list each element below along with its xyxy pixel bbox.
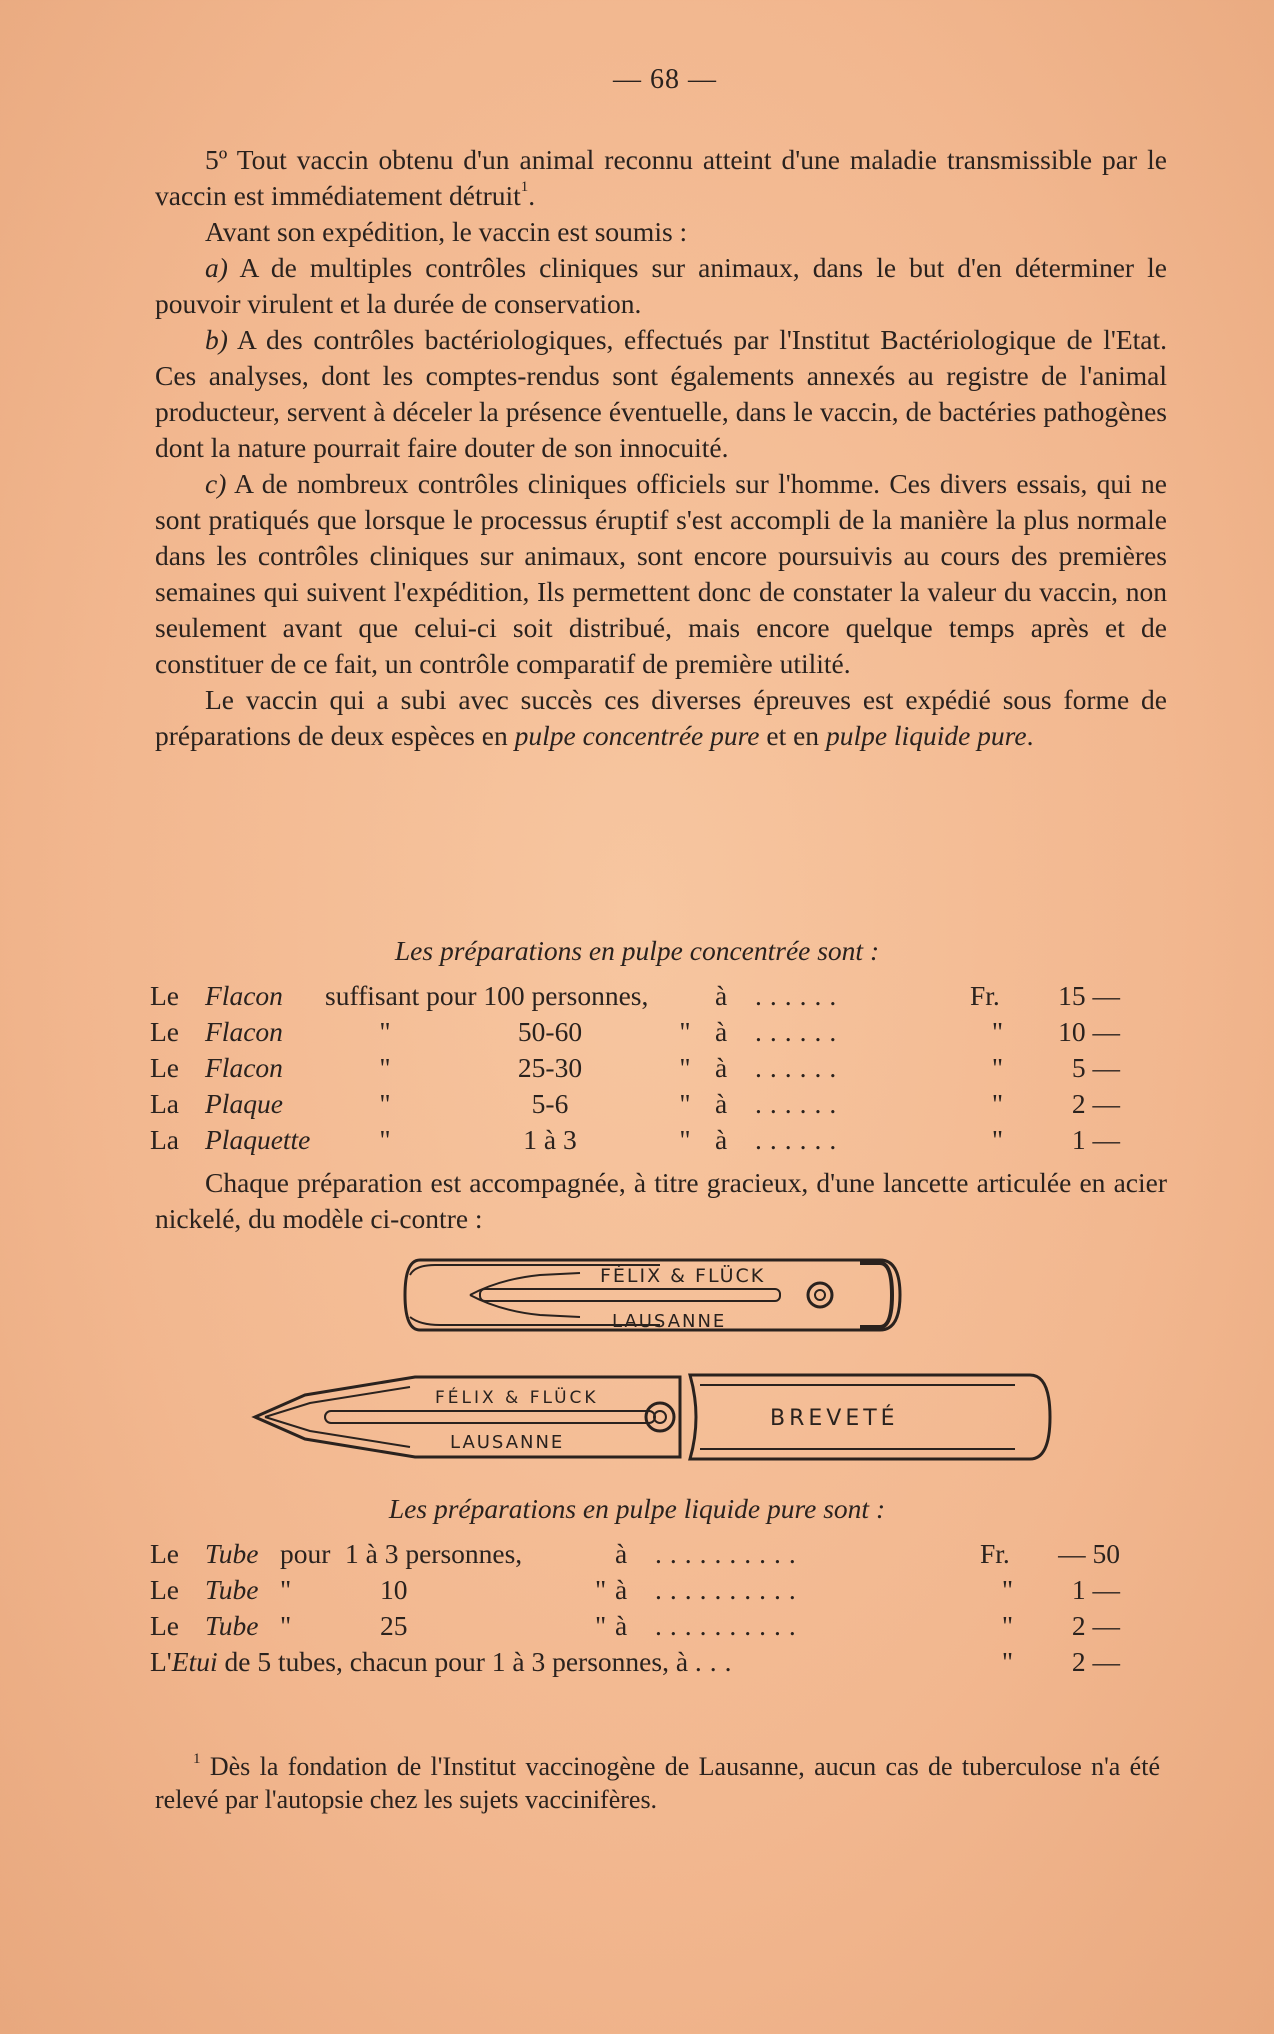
table-row: Le Flacon suffisant pour 100 personnes, à ...... Fr. 15 —: [150, 980, 1120, 1011]
table-row: La Plaquette " 1 à 3 " à ...... " 1 —: [150, 1124, 1120, 1155]
footnote-ref: 1: [520, 179, 529, 195]
lancet-top-maker: FÉLIX & FLÜCK: [600, 1265, 766, 1287]
lancet-illustration: [240, 1245, 1060, 1470]
table-row: Le Tube " 25 " à .......... " 2 —: [150, 1610, 1120, 1641]
footnote: $^1$ Dès la fondation de l'Institut vaccinogène de Lausanne, aucun cas de tuberculose n'a été relevé par l'autopsie chez les sujets vaccinifères.: [155, 1751, 1160, 1814]
table-row: Le Tube " 10 " à .......... " 1 —: [150, 1574, 1120, 1605]
lancet-bottom-city: LAUSANNE: [450, 1432, 565, 1453]
liquid-title: Les préparations en pulpe liquide pure sont :: [388, 1493, 886, 1524]
concentrated-title: Les préparations en pulpe concentrée sont :: [394, 935, 880, 966]
lancet-bottom-maker: FÉLIX & FLÜCK: [435, 1388, 599, 1408]
concentrated-price-table: [150, 978, 1120, 1158]
liquid-price-table: [150, 1536, 1120, 1680]
lancet-top-city: LAUSANNE: [612, 1311, 727, 1332]
table-row: Le Flacon " 25-30 " à ...... " 5 —: [150, 1052, 1120, 1083]
table-row: La Plaque " 5-6 " à ...... " 2 —: [150, 1088, 1120, 1119]
paragraph-preparations: Le vaccin qui a subi avec succès ces diverses épreuves est expédié sous forme de préparations de deux espèces en pulpe concentrée pure et en pulpe liquide pure.: [155, 684, 1167, 751]
table-row: L'Etui de 5 tubes, chacun pour 1 à 3 personnes, à ... " 2 —: [150, 1646, 1120, 1677]
paragraph-before-shipping: Avant son expédition, le vaccin est soumis :: [205, 216, 688, 247]
footnote-mark: 1: [193, 1751, 201, 1767]
lancet-patent: BREVETÉ: [770, 1406, 899, 1431]
paragraph-rule-5: 5º Tout vaccin obtenu d'un animal reconnu atteint d'une maladie transmissible par le vaccin est immédiatement détruit$^1$.: [155, 144, 1167, 211]
body-text: [155, 142, 1167, 754]
paragraph-lancet: Chaque préparation est accompagnée, à titre gracieux, d'une lancette articulée en acier nickelé, du modèle ci-contre :: [155, 1167, 1167, 1234]
paragraph-b: b) A des contrôles bactériologiques, effectués par l'Institut Bactériologique de l'Etat. Ces analyses, dont les comptes-rendus sont égalements annexés au registre de l'animal producteur, servent à déceler la présence éventuelle, dans le vaccin, de bactéries pathogènes dont la nature pourrait faire douter de son innocuité.: [155, 324, 1167, 463]
table-row: Le Tube pour 1 à 3 personnes, à .......... Fr. — 50: [150, 1538, 1120, 1569]
open-lancet: [255, 1375, 1050, 1459]
paragraph-a: a) A de multiples contrôles cliniques sur animaux, dans le but d'en déterminer le pouvoir virulent et la durée de conservation.: [155, 252, 1167, 319]
paragraph-c: c) A de nombreux contrôles cliniques officiels sur l'homme. Ces divers essais, qui ne sont pratiqués que lorsque le processus éruptif s'est accompli de la manière la plus normale dans les contrôles cliniques sur animaux, sont encore poursuivis au cours des premières semaines qui suivent l'expédition, Ils permettent donc de constater la valeur du vaccin, non seulement avant que celui-ci soit distribué, mais encore quelque temps après et de constituer de ce fait, un contrôle comparatif de première utilité.: [155, 468, 1167, 679]
table-row: Le Flacon " 50-60 " à ...... " 10 —: [150, 1016, 1120, 1047]
lancet-paragraph-wrap: [155, 1165, 1167, 1237]
page-number: — 68 —: [613, 64, 717, 95]
